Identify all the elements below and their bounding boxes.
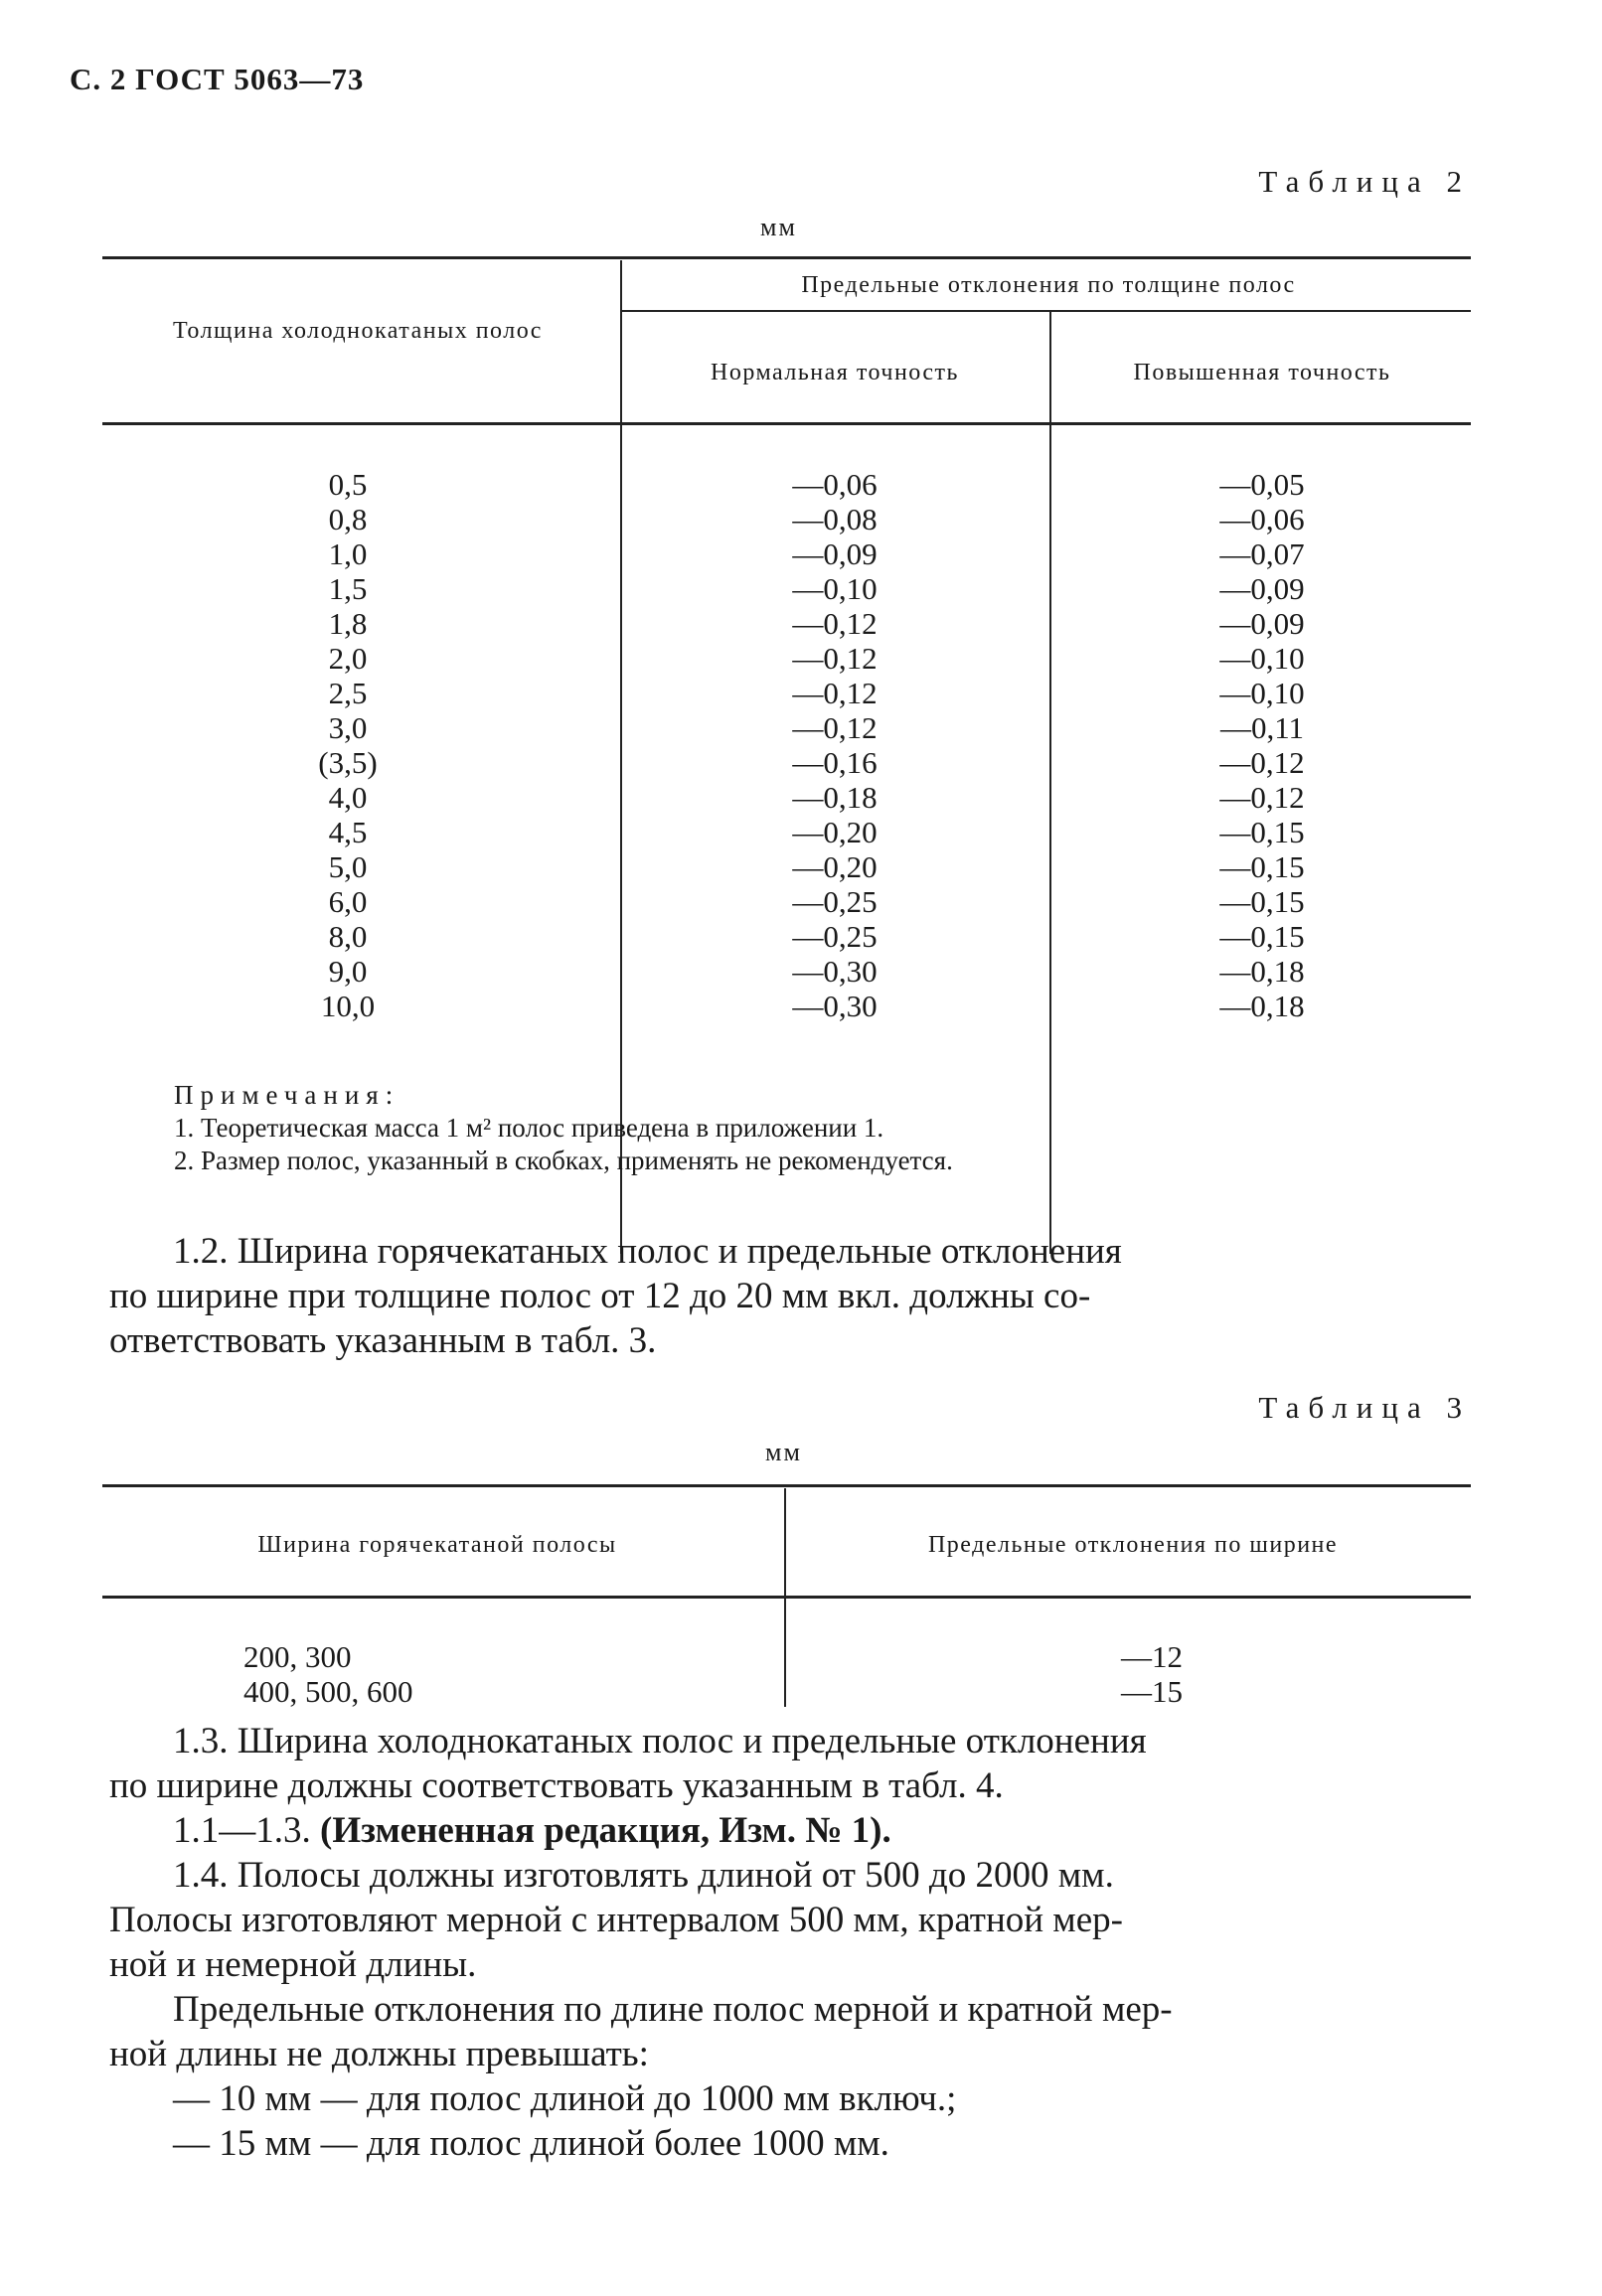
table2-group-rule [622,310,1471,312]
table2-cell-increased: —0,09 [1219,606,1305,641]
table2-cell-normal: —0,12 [792,641,878,676]
table2-cell-normal: —0,20 [792,849,878,884]
table2-cell-increased: —0,15 [1219,815,1305,849]
table2-cell-increased: —0,10 [1219,676,1305,710]
table2-cell-normal: —0,08 [792,502,878,536]
table2-notes [174,1079,953,1177]
amendment-prefix: 1.1—1.3. [173,1810,311,1851]
paragraph-line: Предельные отклонения по длине полос мерной и кратной мер- [173,1989,1173,2030]
table2-col-normal-header: Нормальная точность [711,360,959,385]
table2-cell-normal: —0,25 [792,919,878,954]
table2-normal-column [775,467,894,1023]
page-header: С. 2 ГОСТ 5063—73 [70,62,365,96]
table2-cell-increased: —0,15 [1219,849,1305,884]
table2-cell-normal: —0,30 [792,954,878,989]
list-item: — 10 мм — для полос длиной до 1000 мм включ.; [173,2078,957,2119]
table2-cell-increased: —0,15 [1219,884,1305,919]
table2-cell-normal: —0,30 [792,989,878,1023]
table2-cell-normal: —0,25 [792,884,878,919]
table2-cell-increased: —0,10 [1219,641,1305,676]
paragraph-line: 1.3. Ширина холоднокатаных полос и предельные отклонения [173,1721,1147,1761]
table2-top-rule [102,256,1471,259]
table2-cell-increased: —0,18 [1219,954,1305,989]
table2-cell-thickness: 0,5 [328,467,368,502]
table2-cell-normal: —0,18 [792,780,878,815]
amendment-note: (Измененная редакция, Изм. № 1). [320,1810,891,1851]
table2-col-thickness-header: Толщина холоднокатаных полос [173,318,543,344]
table3-unit: мм [765,1438,802,1466]
table3-deviation-column [1083,1639,1183,1709]
table2-unit: мм [760,213,797,241]
paragraph-line: по ширине должны соответствовать указанным в табл. 4. [109,1765,1004,1806]
note-item: 2. Размер полос, указанный в скобках, применять не рекомендуется. [174,1146,953,1175]
table2-cell-normal: —0,06 [792,467,878,502]
table3-caption: Таблица 3 [1258,1390,1471,1425]
table2-cell-normal: —0,20 [792,815,878,849]
table2-cell-thickness: 4,5 [328,815,368,849]
table2-cell-thickness: 4,0 [328,780,368,815]
table2-cell-thickness: 3,0 [328,710,368,745]
list-item: — 15 мм — для полос длиной более 1000 мм. [173,2123,889,2164]
table2-cell-thickness: 5,0 [328,849,368,884]
table2-cell-normal: —0,12 [792,606,878,641]
table2-cell-normal: —0,12 [792,676,878,710]
table3-cell-width: 400, 500, 600 [243,1674,413,1709]
table2-cell-thickness: (3,5) [318,745,378,780]
table2-cell-increased: —0,05 [1219,467,1305,502]
table2-cell-normal: —0,12 [792,710,878,745]
table2-cell-thickness: 1,8 [328,606,368,641]
table2-group-header: Предельные отклонения по толщине полос [801,272,1296,298]
table2-thickness-column [278,467,417,1023]
notes-title: Примечания: [174,1080,400,1110]
table2-cell-thickness: 1,5 [328,571,368,606]
paragraph-1-3 [109,1719,1476,2166]
table2-cell-thickness: 1,0 [328,536,368,571]
table2-cell-thickness: 8,0 [328,919,368,954]
table2-caption: Таблица 2 [1258,164,1471,199]
table2-cell-thickness: 2,5 [328,676,368,710]
table2-cell-increased: —0,11 [1219,710,1305,745]
table2-cell-thickness: 2,0 [328,641,368,676]
table2-cell-normal: —0,10 [792,571,878,606]
table2-header-rule [102,422,1471,425]
table2-cell-increased: —0,12 [1219,745,1305,780]
table3-cell-deviation: —15 [1121,1674,1183,1709]
table2-col-increased-header: Повышенная точность [1133,360,1391,385]
table3-header-rule [102,1596,1471,1599]
table3-col-deviation-header: Предельные отклонения по ширине [927,1532,1339,1558]
amendment-line [109,1808,1476,1853]
table3-width-column [243,1639,522,1709]
table2-cell-normal: —0,09 [792,536,878,571]
paragraph-line: ответствовать указанным в табл. 3. [109,1320,657,1361]
table2-cell-increased: —0,12 [1219,780,1305,815]
paragraph-line: 1.4. Полосы должны изготовлять длиной от 500 до 2000 мм. [173,1855,1114,1896]
paragraph-1-2 [109,1229,1476,1363]
table3-cell-width: 200, 300 [243,1639,352,1674]
table2-cell-thickness: 0,8 [328,502,368,536]
table3-col-width-header: Ширина горячекатаной полосы [257,1532,617,1558]
paragraph-line: Полосы изготовляют мерной с интервалом 500 мм, кратной мер- [109,1900,1123,1940]
table2-cell-thickness: 9,0 [328,954,368,989]
table2-cell-thickness: 10,0 [320,989,376,1023]
paragraph-line: ной и немерной длины. [109,1944,477,1985]
table3-cell-deviation: —12 [1121,1639,1183,1674]
paragraph-line: ной длины не должны превышать: [109,2034,649,2074]
table2-cell-normal: —0,16 [792,745,878,780]
table3-top-rule [102,1484,1471,1487]
table2-cell-increased: —0,09 [1219,571,1305,606]
table2-cell-increased: —0,18 [1219,989,1305,1023]
note-item: 1. Теоретическая масса 1 м² полос приведена в приложении 1. [174,1113,884,1143]
table2-cell-thickness: 6,0 [328,884,368,919]
table2-cell-increased: —0,15 [1219,919,1305,954]
table2-cell-increased: —0,06 [1219,502,1305,536]
paragraph-line: по ширине при толщине полос от 12 до 20 мм вкл. должны со- [109,1276,1091,1316]
table2-increased-column [1202,467,1322,1023]
table2-divider-2 [1049,312,1051,1254]
table2-cell-increased: —0,07 [1219,536,1305,571]
paragraph-line: 1.2. Ширина горячекатаных полос и предельные отклонения [173,1231,1122,1272]
